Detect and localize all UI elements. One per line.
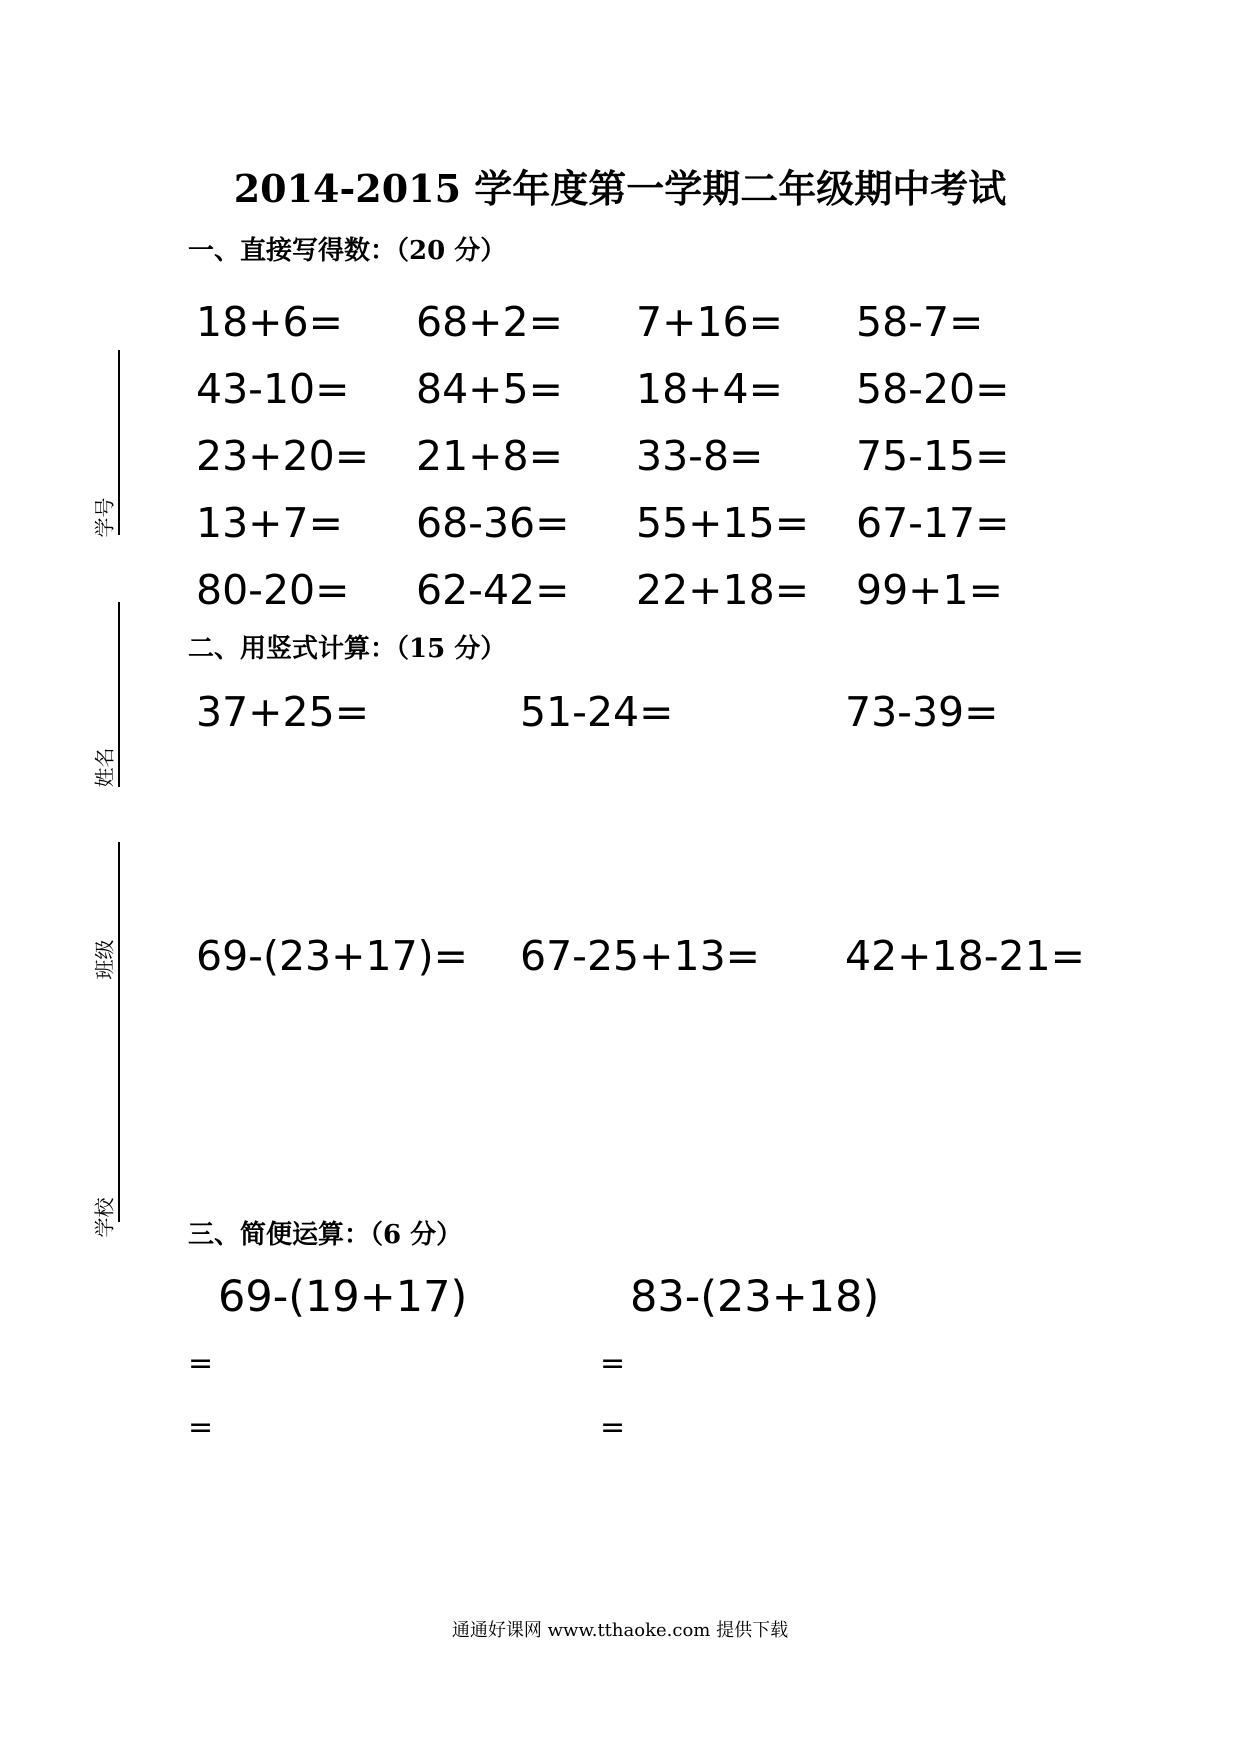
section3-heading: 三、简便运算：（6 分） bbox=[188, 1220, 463, 1250]
fill-line bbox=[118, 842, 120, 1032]
problem: 55+15= bbox=[636, 498, 810, 547]
problem: 7+16= bbox=[636, 297, 783, 346]
problem: 68-36= bbox=[416, 498, 570, 547]
exam-title: 2014-2015 学年度第一学期二年级期中考试 bbox=[233, 166, 1007, 211]
problem: 21+8= bbox=[416, 431, 563, 480]
problem: 99+1= bbox=[856, 565, 1003, 614]
class-label: 班级 bbox=[92, 939, 117, 980]
problem: 58-7= bbox=[856, 297, 984, 346]
oral-calc-grid bbox=[196, 288, 1076, 623]
problem: 13+7= bbox=[196, 498, 343, 547]
simplify-problem: 69-(19+17) bbox=[218, 1272, 468, 1322]
vertical-problem: 69-(23+17)= bbox=[196, 932, 469, 980]
problem: 23+20= bbox=[196, 431, 370, 480]
problem: 68+2= bbox=[416, 297, 563, 346]
problem: 33-8= bbox=[636, 431, 764, 480]
fill-line bbox=[118, 602, 120, 787]
problem: 43-10= bbox=[196, 364, 350, 413]
binding-margin bbox=[88, 350, 148, 1250]
vertical-problem: 37+25= bbox=[196, 688, 370, 736]
problem: 80-20= bbox=[196, 565, 350, 614]
problem: 58-20= bbox=[856, 364, 1010, 413]
equals-line: = bbox=[600, 1410, 626, 1445]
fill-line bbox=[118, 350, 120, 535]
problem: 62-42= bbox=[416, 565, 570, 614]
grid-row bbox=[196, 422, 1076, 489]
simplify-problem: 83-(23+18) bbox=[630, 1272, 880, 1322]
grid-row bbox=[196, 556, 1076, 623]
equals-line: = bbox=[600, 1346, 626, 1381]
problem: 18+6= bbox=[196, 297, 343, 346]
vertical-problem: 42+18-21= bbox=[845, 932, 1086, 980]
student-number-label: 学号 bbox=[92, 497, 117, 538]
equals-line: = bbox=[188, 1410, 214, 1445]
footer-text: 通通好课网 www.tthaoke.com 提供下载 bbox=[451, 1620, 789, 1641]
grid-row bbox=[196, 355, 1076, 422]
vertical-problem: 67-25+13= bbox=[520, 932, 761, 980]
grid-row bbox=[196, 288, 1076, 355]
section1-heading: 一、直接写得数：（20 分） bbox=[188, 236, 507, 266]
grid-row bbox=[196, 489, 1076, 556]
problem: 18+4= bbox=[636, 364, 783, 413]
problem: 22+18= bbox=[636, 565, 810, 614]
problem: 67-17= bbox=[856, 498, 1010, 547]
fill-line bbox=[118, 1032, 120, 1222]
equals-line: = bbox=[188, 1346, 214, 1381]
name-label: 姓名 bbox=[92, 747, 117, 788]
section2-heading: 二、用竖式计算：（15 分） bbox=[188, 634, 507, 664]
problem: 84+5= bbox=[416, 364, 563, 413]
vertical-problem: 73-39= bbox=[845, 688, 999, 736]
vertical-problem: 51-24= bbox=[520, 688, 674, 736]
problem: 75-15= bbox=[856, 431, 1010, 480]
school-label: 学校 bbox=[92, 1197, 117, 1238]
